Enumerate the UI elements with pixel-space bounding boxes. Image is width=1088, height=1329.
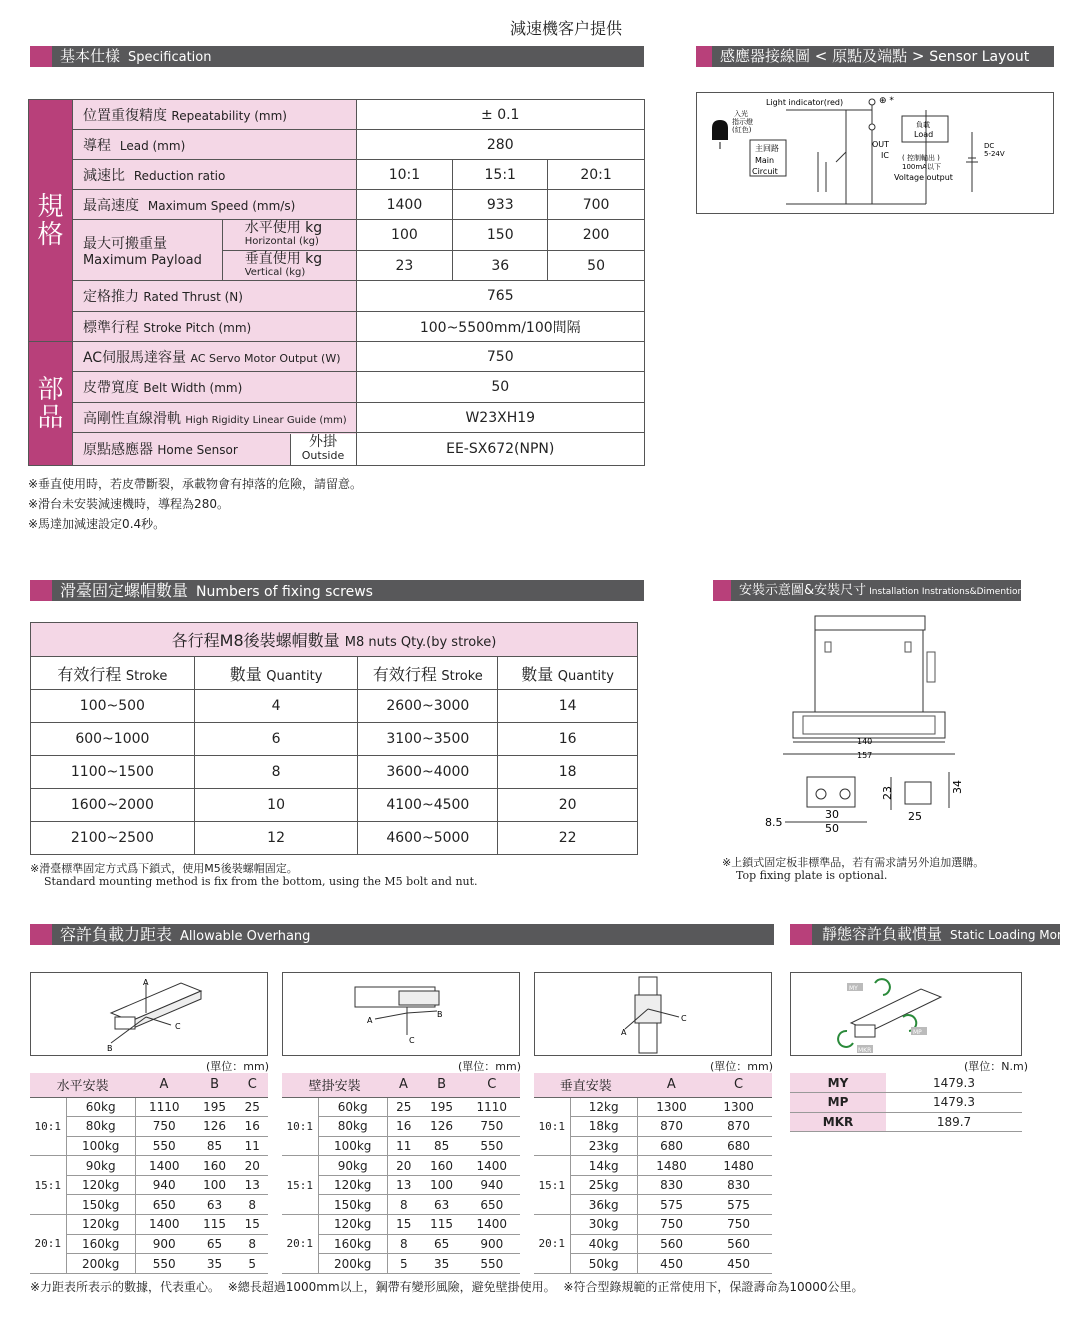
screws-cell: 14 [498, 690, 638, 723]
svg-text:C: C [409, 1036, 415, 1045]
overhang-value: 1110 [464, 1097, 520, 1117]
screws-cell: 2600~3000 [358, 690, 498, 723]
overhang-value: 1300 [637, 1097, 705, 1117]
static-row [790, 1073, 1022, 1093]
overhang-value: 16 [237, 1117, 269, 1137]
overhang-value: 450 [637, 1254, 705, 1274]
overhang-value: 680 [637, 1136, 705, 1156]
screws-row [31, 690, 638, 723]
overhang-value: 575 [705, 1195, 772, 1215]
spec-notes [28, 474, 362, 534]
horizontal-overhang-table [30, 1073, 268, 1274]
svg-text:A: A [367, 1016, 373, 1025]
ratio-cell: 15:1 [30, 1156, 66, 1215]
ratio-cell: 15:1 [453, 160, 548, 190]
spec-vertical-label: 垂直使用 kg Vertical (kg) [222, 251, 356, 281]
spec-thrust-label: 定格推力 Rated Thrust (N) [72, 281, 356, 312]
overhang-row [30, 1175, 268, 1195]
col-qty: 數量 Quantity [498, 657, 638, 690]
bar-mark [713, 580, 731, 601]
screws-cell: 600~1000 [31, 723, 195, 756]
overhang-value: 25 [237, 1097, 269, 1117]
spec-belt-value: 50 [356, 372, 645, 403]
overhang-value: 650 [135, 1195, 192, 1215]
screws-cell: 10 [194, 789, 358, 822]
overhang-col-header: C [464, 1073, 520, 1097]
overhang-value: 15 [237, 1215, 269, 1235]
overhang-col-header: C [237, 1073, 269, 1097]
side-label-parts: 部品 [29, 342, 73, 466]
svg-text:C: C [175, 1022, 181, 1031]
bar-mark [30, 924, 52, 945]
svg-text:B: B [107, 1044, 113, 1053]
note-line: ※滑台未安裝減速機時，導程為280。 [28, 497, 229, 511]
overhang-value: 126 [420, 1117, 464, 1137]
overhang-row [534, 1097, 772, 1117]
svg-text:157: 157 [857, 751, 873, 760]
overhang-value: 85 [420, 1136, 464, 1156]
unit-label: (單位：mm) [458, 1060, 522, 1073]
spec-belt-label: 皮帶寬度 Belt Width (mm) [72, 372, 356, 403]
weight-cell: 90kg [66, 1156, 135, 1176]
overhang-value: 650 [464, 1195, 520, 1215]
svg-text:Circuit: Circuit [752, 167, 778, 176]
screws-cell: 4100~4500 [358, 789, 498, 822]
overhang-value: 195 [193, 1097, 237, 1117]
unit-label: (單位：mm) [206, 1060, 270, 1073]
overhang-col-header: A [135, 1073, 192, 1097]
spec-motor-value: 750 [356, 342, 645, 372]
sensor-wiring-diagram [696, 92, 1054, 214]
weight-cell: 23kg [570, 1136, 637, 1156]
overhang-value: 15 [387, 1215, 419, 1235]
screws-cell: 4600~5000 [358, 822, 498, 855]
svg-text:5-24V: 5-24V [984, 150, 1005, 158]
overhang-row [30, 1254, 268, 1274]
overhang-value: 65 [193, 1234, 237, 1254]
overhang-row [282, 1234, 520, 1254]
weight-cell: 12kg [570, 1097, 637, 1117]
light-label: Light indicator(red) [766, 98, 844, 107]
overhang-value: 5 [387, 1254, 419, 1274]
spec-payload-label: 最大可搬重量 Maximum Payload [72, 220, 222, 281]
spec-repeat-label: 位置重復精度 Repeatability (mm) [72, 100, 356, 130]
screws-cell: 12 [194, 822, 358, 855]
svg-text:Main: Main [755, 156, 775, 165]
svg-text:100mA以下: 100mA以下 [902, 163, 941, 171]
overhang-row [534, 1254, 772, 1274]
overhang-row [282, 1156, 520, 1176]
payload-cell: 150 [453, 220, 548, 251]
svg-text:8.5: 8.5 [765, 816, 783, 829]
bar-mark [696, 46, 712, 67]
weight-cell: 160kg [318, 1234, 387, 1254]
svg-text:⊕ *: ⊕ * [879, 96, 894, 106]
overhang-value: 680 [705, 1136, 772, 1156]
overhang-row [282, 1195, 520, 1215]
weight-cell: 120kg [318, 1215, 387, 1235]
overhang-value: 550 [135, 1254, 192, 1274]
overhang-row [282, 1254, 520, 1274]
payload-cell: 23 [356, 251, 453, 281]
svg-text:25: 25 [908, 810, 922, 823]
moment-name: MKR [790, 1112, 886, 1132]
weight-cell: 60kg [66, 1097, 135, 1117]
overhang-row [30, 1136, 268, 1156]
overhang-row [534, 1117, 772, 1137]
weight-cell: 90kg [318, 1156, 387, 1176]
ratio-cell: 10:1 [30, 1097, 66, 1156]
payload-cell: 100 [356, 220, 453, 251]
screws-cell: 2100~2500 [31, 822, 195, 855]
inlight-label: 指示燈 [732, 118, 753, 126]
overhang-value: 560 [705, 1234, 772, 1254]
overhang-row [30, 1117, 268, 1137]
screws-cell: 1100~1500 [31, 756, 195, 789]
inlight-label: (紅色) [732, 126, 752, 134]
spec-bar-en: Specification [128, 50, 212, 65]
note-line: ※馬達加減速設定0.4秒。 [28, 517, 166, 531]
overhang-row [534, 1234, 772, 1254]
svg-text:負載: 負載 [916, 121, 930, 129]
wall-overhang-table [282, 1073, 520, 1274]
screws-section-bar: 滑臺固定螺帽數量 Numbers of fixing screws [30, 580, 644, 601]
spec-stroke-label: 標準行程 Stroke Pitch (mm) [72, 312, 356, 342]
overhang-value: 115 [420, 1215, 464, 1235]
col-qty: 數量 Quantity [194, 657, 358, 690]
overhang-value: 85 [193, 1136, 237, 1156]
svg-text:MY: MY [849, 985, 858, 992]
overhang-value: 16 [387, 1117, 419, 1137]
overhang-row [534, 1215, 772, 1235]
svg-text:B: B [437, 1010, 443, 1019]
overhang-value: 20 [387, 1156, 419, 1176]
speed-cell: 700 [548, 190, 645, 220]
spec-guide-value: W23XH19 [356, 403, 645, 433]
ratio-cell: 20:1 [282, 1215, 318, 1274]
overhang-value: 900 [135, 1234, 192, 1254]
col-stroke: 有效行程 Stroke [358, 657, 498, 690]
overhang-value: 550 [464, 1136, 520, 1156]
overhang-row [534, 1175, 772, 1195]
overhang-value: 750 [637, 1215, 705, 1235]
static-table [790, 1073, 1022, 1132]
weight-cell: 100kg [66, 1136, 135, 1156]
screws-row [31, 789, 638, 822]
overhang-row [282, 1097, 520, 1117]
install-diagram [755, 612, 975, 840]
weight-cell: 50kg [570, 1254, 637, 1274]
overhang-row [534, 1136, 772, 1156]
weight-cell: 150kg [318, 1195, 387, 1215]
screws-cell: 6 [194, 723, 358, 756]
screws-cell: 22 [498, 822, 638, 855]
bar-mark [30, 580, 52, 601]
overhang-row [30, 1234, 268, 1254]
weight-cell: 120kg [66, 1175, 135, 1195]
outside-tag: 外掛 Outside [290, 434, 356, 465]
screws-row [31, 756, 638, 789]
overhang-row [30, 1156, 268, 1176]
weight-cell: 18kg [570, 1117, 637, 1137]
page-title: 減速機客户提供 [510, 19, 623, 38]
overhang-section-bar: 容許負載力距表 Allowable Overhang [30, 924, 774, 945]
spec-repeat-value: ± 0.1 [356, 100, 645, 130]
spec-sensor-value: EE-SX672(NPN) [356, 433, 645, 466]
overhang-row [282, 1136, 520, 1156]
overhang-value: 1400 [464, 1156, 520, 1176]
overhang-value: 450 [705, 1254, 772, 1274]
spec-thrust-value: 765 [356, 281, 645, 312]
overhang-col-header: C [705, 1073, 772, 1097]
moment-name: MY [790, 1073, 886, 1093]
overhang-value: 160 [193, 1156, 237, 1176]
spec-horizontal-label: 水平使用 kg Horizontal (kg) [222, 220, 356, 251]
horizontal-diagram [30, 972, 268, 1056]
overhang-col-header: A [637, 1073, 705, 1097]
ratio-cell: 15:1 [282, 1156, 318, 1215]
overhang-value: 1400 [464, 1215, 520, 1235]
weight-cell: 200kg [318, 1254, 387, 1274]
static-section-bar: 靜態容許負載慣量 Static Loading Moment [790, 924, 1060, 945]
install-note: ※上鎖式固定板非標準品，若有需求請另外追加選購。 Top fixing plate is optional. [722, 856, 985, 882]
weight-cell: 14kg [570, 1156, 637, 1176]
weight-cell: 120kg [318, 1175, 387, 1195]
screws-cell: 8 [194, 756, 358, 789]
svg-text:C: C [681, 1014, 687, 1023]
spec-guide-label: 高剛性直線滑軌 High Rigidity Linear Guide (mm) [72, 403, 356, 433]
overhang-value: 65 [420, 1234, 464, 1254]
overhang-row [30, 1215, 268, 1235]
unit-label: (單位：N.m) [964, 1060, 1029, 1073]
overhang-value: 870 [637, 1117, 705, 1137]
overhang-value: 550 [464, 1254, 520, 1274]
svg-text:140: 140 [857, 737, 873, 746]
overhang-value: 195 [420, 1097, 464, 1117]
screws-cell: 4 [194, 690, 358, 723]
overhang-value: 940 [135, 1175, 192, 1195]
wall-diagram [282, 972, 520, 1056]
overhang-col-header: B [420, 1073, 464, 1097]
spec-speed-label: 最高速度 Maximum Speed (mm/s) [72, 190, 356, 220]
bar-mark [30, 46, 52, 67]
screws-row [31, 723, 638, 756]
note-line: ※垂直使用時，若皮帶斷裂，承載物會有掉落的危險，請留意。 [28, 477, 363, 491]
overhang-title: 壁掛安裝 [282, 1073, 387, 1097]
svg-text:IC: IC [881, 151, 889, 160]
overhang-value: 750 [464, 1117, 520, 1137]
screws-cell: 1600~2000 [31, 789, 195, 822]
overhang-value: 8 [387, 1195, 419, 1215]
weight-cell: 80kg [66, 1117, 135, 1137]
svg-text:DC: DC [984, 142, 995, 150]
vertical-overhang-table [534, 1073, 772, 1274]
weight-cell: 150kg [66, 1195, 135, 1215]
screws-cell: 100~500 [31, 690, 195, 723]
overhang-value: 750 [705, 1215, 772, 1235]
ratio-cell: 15:1 [534, 1156, 570, 1215]
svg-text:A: A [621, 1028, 627, 1037]
overhang-value: 11 [387, 1136, 419, 1156]
weight-cell: 36kg [570, 1195, 637, 1215]
screws-cell: 3100~3500 [358, 723, 498, 756]
payload-cell: 50 [548, 251, 645, 281]
overhang-value: 750 [135, 1117, 192, 1137]
overhang-row [30, 1097, 268, 1117]
screws-table [30, 622, 638, 855]
overhang-value: 160 [420, 1156, 464, 1176]
overhang-value: 126 [193, 1117, 237, 1137]
svg-text:30: 30 [825, 808, 839, 821]
overhang-row [282, 1215, 520, 1235]
overhang-notes: ※力距表所表示的數據，代表重心。 ※總長超過1000mm以上，鋼帶有變形風險，避免壁掛使用。 ※符合型錄規範的正常使用下，保證壽命為10000公里。 [30, 1280, 864, 1294]
unit-label: (單位：mm) [710, 1060, 774, 1073]
spec-bar-zh: 基本仕樣 [60, 47, 121, 65]
vertical-diagram [534, 972, 772, 1056]
spec-sensor-label: 原點感應器 Home Sensor 外掛 Outside [72, 433, 356, 466]
col-stroke: 有效行程 Stroke [31, 657, 195, 690]
static-row [790, 1112, 1022, 1132]
sensor-section-bar: 感應器接線圖 < 原點及端點 > Sensor Layout [696, 46, 1054, 67]
overhang-title: 水平安裝 [30, 1073, 135, 1097]
moment-value: 1479.3 [886, 1093, 1022, 1113]
overhang-value: 25 [387, 1097, 419, 1117]
overhang-value: 8 [237, 1195, 269, 1215]
screws-note: ※滑臺標準固定方式爲下鎖式，使用M5後裝螺帽固定。 Standard mounting method is fix from the bottom, using the M5 bolt and nut. [30, 862, 478, 888]
install-section-bar: 安裝示意圖&安裝尺寸 Installation Instrations&Dimentions [713, 580, 1021, 601]
svg-text:主回路: 主回路 [755, 144, 779, 153]
overhang-value: 1110 [135, 1097, 192, 1117]
ratio-cell: 20:1 [30, 1215, 66, 1274]
overhang-value: 11 [237, 1136, 269, 1156]
overhang-value: 1400 [135, 1156, 192, 1176]
moment-value: 189.7 [886, 1112, 1022, 1132]
overhang-value: 870 [705, 1117, 772, 1137]
payload-cell: 200 [548, 220, 645, 251]
overhang-value: 8 [237, 1234, 269, 1254]
svg-text:34: 34 [951, 780, 964, 794]
overhang-row [534, 1195, 772, 1215]
svg-text:50: 50 [825, 822, 839, 835]
overhang-value: 1480 [705, 1156, 772, 1176]
ratio-cell: 10:1 [356, 160, 453, 190]
overhang-value: 940 [464, 1175, 520, 1195]
overhang-value: 830 [705, 1175, 772, 1195]
screws-title: 各行程M8後裝螺帽數量 M8 nuts Qty.(by stroke) [31, 623, 638, 657]
weight-cell: 40kg [570, 1234, 637, 1254]
screws-row [31, 822, 638, 855]
ratio-cell: 20:1 [548, 160, 645, 190]
overhang-value: 20 [237, 1156, 269, 1176]
overhang-row [282, 1117, 520, 1137]
overhang-value: 35 [420, 1254, 464, 1274]
speed-cell: 933 [453, 190, 548, 220]
screws-cell: 16 [498, 723, 638, 756]
weight-cell: 160kg [66, 1234, 135, 1254]
spec-stroke-value: 100~5500mm/100間隔 [356, 312, 645, 342]
overhang-value: 550 [135, 1136, 192, 1156]
moment-value: 1479.3 [886, 1073, 1022, 1093]
overhang-col-header: B [193, 1073, 237, 1097]
static-diagram [790, 972, 1022, 1056]
spec-section-bar [30, 46, 644, 67]
overhang-value: 63 [193, 1195, 237, 1215]
overhang-value: 63 [420, 1195, 464, 1215]
svg-text:OUT: OUT [872, 140, 890, 149]
overhang-value: 100 [420, 1175, 464, 1195]
weight-cell: 60kg [318, 1097, 387, 1117]
static-row [790, 1093, 1022, 1113]
overhang-value: 115 [193, 1215, 237, 1235]
speed-cell: 1400 [356, 190, 453, 220]
overhang-value: 8 [387, 1234, 419, 1254]
spec-ratio-label: 減速比 Reduction ratio [72, 160, 356, 190]
ratio-cell: 10:1 [282, 1097, 318, 1156]
overhang-value: 560 [637, 1234, 705, 1254]
weight-cell: 200kg [66, 1254, 135, 1274]
overhang-value: 900 [464, 1234, 520, 1254]
overhang-value: 1300 [705, 1097, 772, 1117]
overhang-row [30, 1195, 268, 1215]
bar-mark [790, 924, 812, 945]
screws-cell: 18 [498, 756, 638, 789]
spec-lead-label: 導程 Lead (mm) [72, 130, 356, 160]
svg-text:MP: MP [913, 1029, 922, 1036]
weight-cell: 80kg [318, 1117, 387, 1137]
side-label-spec: 規格 [29, 100, 73, 342]
ratio-cell: 10:1 [534, 1097, 570, 1156]
svg-text:MKR: MKR [858, 1047, 872, 1054]
weight-cell: 100kg [318, 1136, 387, 1156]
spec-table [28, 99, 645, 466]
overhang-col-header: A [387, 1073, 419, 1097]
overhang-value: 1400 [135, 1215, 192, 1235]
overhang-row [282, 1175, 520, 1195]
overhang-value: 13 [237, 1175, 269, 1195]
inlight-label: 入光 [734, 110, 748, 118]
overhang-row [534, 1156, 772, 1176]
overhang-value: 35 [193, 1254, 237, 1274]
screws-cell: 3600~4000 [358, 756, 498, 789]
ratio-cell: 20:1 [534, 1215, 570, 1274]
svg-text:23: 23 [881, 786, 894, 800]
overhang-value: 830 [637, 1175, 705, 1195]
payload-cell: 36 [453, 251, 548, 281]
overhang-value: 100 [193, 1175, 237, 1195]
svg-text:Voltage output: Voltage output [894, 173, 953, 182]
overhang-value: 575 [637, 1195, 705, 1215]
overhang-value: 5 [237, 1254, 269, 1274]
moment-name: MP [790, 1093, 886, 1113]
weight-cell: 25kg [570, 1175, 637, 1195]
spec-lead-value: 280 [356, 130, 645, 160]
weight-cell: 30kg [570, 1215, 637, 1235]
led-icon [712, 120, 728, 140]
svg-text:( 控制輸出 ): ( 控制輸出 ) [902, 154, 940, 162]
overhang-value: 13 [387, 1175, 419, 1195]
overhang-value: 1480 [637, 1156, 705, 1176]
screws-cell: 20 [498, 789, 638, 822]
svg-text:Load: Load [914, 130, 934, 139]
overhang-title: 垂直安裝 [534, 1073, 637, 1097]
weight-cell: 120kg [66, 1215, 135, 1235]
spec-motor-label: AC伺服馬達容量 AC Servo Motor Output (W) [72, 342, 356, 372]
svg-text:A: A [143, 978, 149, 987]
